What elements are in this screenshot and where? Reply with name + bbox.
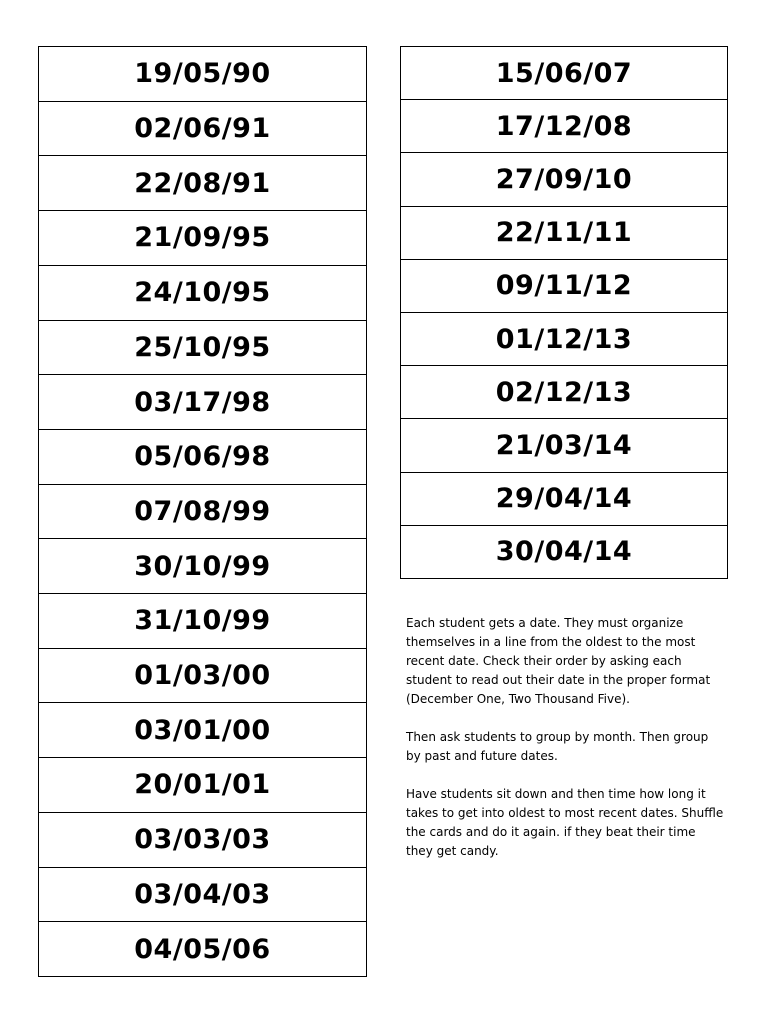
date-card: 03/03/03	[39, 813, 366, 868]
date-card: 09/11/12	[401, 260, 727, 313]
date-card: 27/09/10	[401, 153, 727, 206]
date-card: 25/10/95	[39, 321, 366, 376]
date-card: 31/10/99	[39, 594, 366, 649]
date-card: 30/04/14	[495, 536, 633, 568]
date-card: 15/06/07	[401, 47, 727, 100]
date-card: 02/12/13	[401, 366, 727, 419]
instructions-paragraph: Have students sit down and then time how long it takes to get into oldest to most recent dates. Shuffle the cards and do it again. if they beat their time they get candy.	[406, 787, 724, 858]
date-card: 22/08/91	[39, 156, 366, 211]
date-card: 24/10/95	[39, 266, 366, 321]
date-card: 17/12/08	[401, 100, 727, 153]
date-card: 03/17/98	[39, 375, 366, 430]
date-card: 07/08/99	[39, 485, 366, 540]
date-card: 03/04/03	[39, 868, 366, 923]
date-card: 03/01/00	[39, 703, 366, 758]
date-card: 04/05/06	[134, 933, 271, 965]
date-card: 29/04/14	[401, 473, 727, 526]
activity-instructions	[406, 614, 726, 880]
instructions-paragraph: Each student gets a date. They must organize themselves in a line from the oldest to the most recent date. Check their order by asking each student to read out their date in the proper format (December One, Two Thousand Five).	[406, 616, 711, 706]
date-card: 19/05/90	[39, 47, 366, 102]
date-card: 30/10/99	[39, 539, 366, 594]
date-card: 21/09/95	[39, 211, 366, 266]
date-card: 22/11/11	[401, 207, 727, 260]
instructions-paragraph: Then ask students to group by month. Then group by past and future dates.	[406, 730, 709, 763]
date-card: 05/06/98	[39, 430, 366, 485]
right-date-table	[400, 46, 728, 579]
left-date-table	[38, 46, 367, 977]
date-card: 20/01/01	[39, 758, 366, 813]
date-card: 01/12/13	[401, 313, 727, 366]
date-card: 21/03/14	[401, 419, 727, 472]
date-card: 02/06/91	[39, 102, 366, 157]
date-card: 01/03/00	[39, 649, 366, 704]
